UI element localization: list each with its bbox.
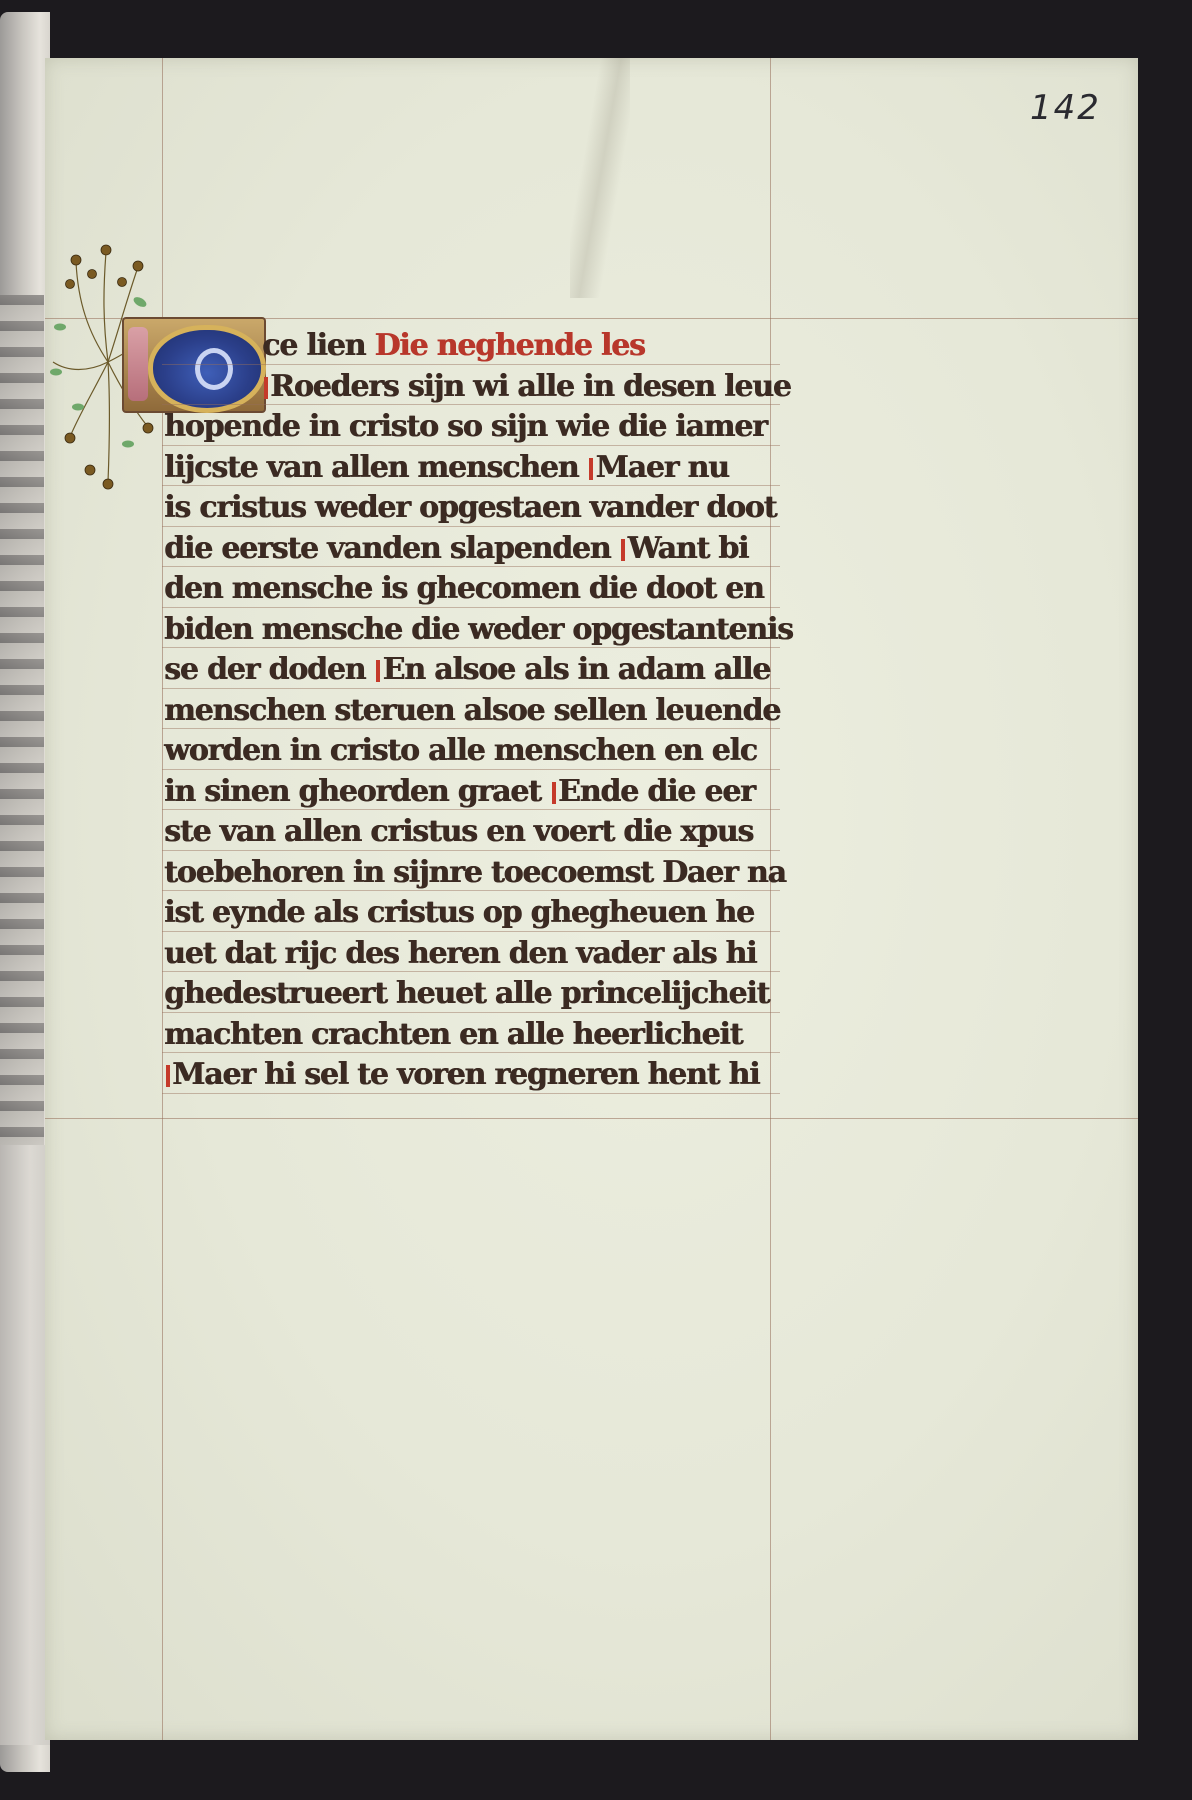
manuscript-text-block [164, 326, 793, 1096]
line-text: En alsoe als in adam alle [382, 652, 771, 687]
text-line [164, 691, 780, 732]
folio-number: 142 [1030, 88, 1101, 128]
red-stroke-mark [552, 782, 556, 804]
text-line [164, 1015, 774, 1056]
line-text: ste van allen cristus en voert die xpus [164, 814, 753, 849]
text-line [164, 812, 774, 853]
red-stroke-mark [264, 377, 268, 399]
line-text: machten crachten en alle heerlicheit [164, 1016, 743, 1052]
text-line [164, 407, 774, 448]
rubric-heading: Die neghende les [374, 328, 645, 363]
line-text: worden in cristo alle menschen en elc [164, 733, 757, 768]
ruling-line-bottom [45, 1118, 1138, 1119]
text-line [164, 569, 774, 610]
line-text: die eerste vanden slapenden [164, 530, 620, 566]
text-line [164, 893, 774, 934]
line-text: se der doden [164, 652, 375, 687]
text-line [164, 529, 774, 570]
initial-flourish [128, 327, 148, 401]
text-line [164, 772, 774, 813]
text-line [164, 448, 774, 489]
red-stroke-mark [589, 458, 593, 480]
text-line [164, 610, 793, 651]
previous-page-margin [0, 1145, 50, 1745]
text-line [164, 488, 777, 529]
previous-page-text-fragment [0, 295, 44, 1145]
line-text: menschen steruen alsoe sellen leuende [164, 692, 780, 728]
line-text: lijcste van allen menschen [164, 449, 588, 485]
text-line [164, 326, 774, 367]
text-line [164, 367, 791, 408]
line-text: biden mensche die weder opgestantenis [164, 611, 793, 647]
text-line [164, 853, 786, 894]
text-line [164, 1055, 774, 1096]
text-line [164, 974, 774, 1015]
text-line [164, 934, 774, 975]
line-text: toebehoren in sijnre toecoemst Daer na [164, 854, 786, 890]
line-text: in sinen gheorden graet [164, 773, 550, 809]
red-stroke-mark [376, 660, 380, 682]
line-text: Ende die eer [557, 773, 755, 809]
text-line [164, 650, 774, 691]
line-text: uet dat rijc des heren den vader als hi [164, 935, 757, 971]
line-text: Roeders sijn wi alle in desen leue [270, 368, 791, 404]
line-text: ghedestrueert heuet alle princelijcheit [164, 976, 770, 1011]
ruling-line-left [162, 58, 163, 1740]
line-text: ist eynde als cristus op ghegheuen he [164, 895, 754, 930]
line-text: den mensche is ghecomen die doot en [164, 571, 764, 606]
page-fold-shadow [570, 58, 630, 298]
line-text: Maer hi sel te voren regneren hent hi [172, 1057, 760, 1092]
line-text: hopende in cristo so sijn wie die iamer [164, 409, 767, 444]
line-text: Maer nu [595, 449, 729, 485]
red-stroke-mark [621, 539, 625, 561]
line-text: Want bi [627, 530, 749, 566]
red-stroke-mark [166, 1065, 170, 1087]
line-text: is cristus weder opgestaen vander doot [164, 490, 777, 525]
text-line [164, 731, 774, 772]
line-text: ce lien [262, 328, 375, 363]
